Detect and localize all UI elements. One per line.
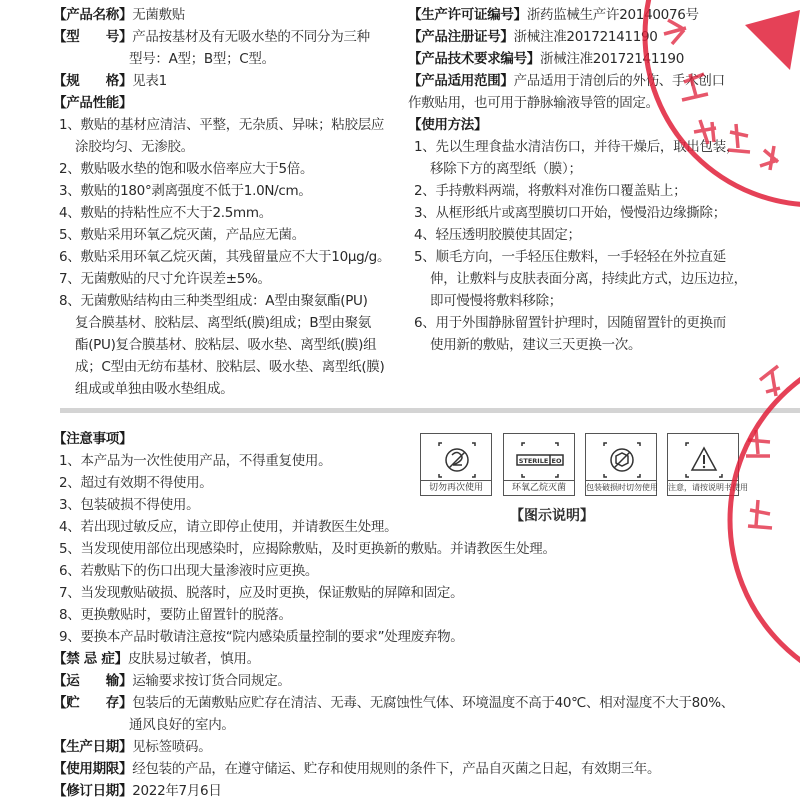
field-label: 【禁 忌 症】 — [53, 651, 128, 667]
field-value: 皮肤易过敏者，慎用。 — [127, 651, 260, 667]
field-label: 【贮 存】 — [53, 695, 133, 711]
list-item: 6、若敷贴下的伤口出现大量渗液时应更换。 — [59, 563, 319, 579]
symbol-legend-title: 【图示说明】 — [510, 508, 594, 524]
continuation-line: 涂胶均匀、无渗胶。 — [75, 139, 194, 155]
list-item: 5、敷贴采用环氧乙烷灭菌，产品应无菌。 — [59, 227, 305, 243]
field-label: 【修订日期】 — [53, 783, 133, 799]
field-label: 【型 号】 — [53, 29, 133, 45]
field-value: 无菌敷贴 — [132, 7, 186, 23]
list-item: 9、要换本产品时敬请注意按“院内感染质量控制的要求”处理废弃物。 — [59, 629, 464, 645]
continuation-line: 使用新的敷贴，建议三天更换一次。 — [430, 337, 642, 353]
field-row — [53, 26, 403, 48]
list-item: 4、若出现过敏反应，请立即停止使用，并请教医生处理。 — [59, 519, 398, 535]
list-item: 6、用于外围静脉留置针护理时，因随留置针的更换而 — [414, 315, 726, 331]
field-row — [53, 92, 403, 114]
list-item: 7、当发现敷贴破损、脱落时，应及时更换，保证敷贴的屏障和固定。 — [59, 585, 464, 601]
field-value: 见表1 — [132, 73, 167, 89]
field-value: 浙械注准20172141190 — [540, 51, 684, 67]
field-value: 浙药监械生产许20140076号 — [526, 7, 699, 23]
field-row — [53, 692, 734, 714]
field-label: 【产品性能】 — [53, 95, 133, 111]
right-column — [408, 4, 747, 356]
field-label: 【产品适用范围】 — [408, 73, 514, 89]
continuation-line: 伸，让敷料与皮肤表面分离，持续此方式，边压边拉， — [430, 271, 747, 287]
field-row — [53, 758, 734, 780]
continuation-line: 酯(PU)复合膜基材、胶粘层、吸水垫、离型纸(膜)组 — [75, 337, 377, 353]
continuation-line: 成；C型由无纺布基材、胶粘层、吸水垫、离型纸(膜) — [75, 359, 385, 375]
continuation-line: 复合膜基材、胶粘层、离型纸(膜)组成；B型由聚氨 — [75, 315, 372, 331]
field-row — [408, 48, 747, 70]
field-row — [53, 648, 734, 670]
symbol-caution: 注意，请按说明书使用 — [667, 433, 739, 496]
field-value: 见标签喷码。 — [132, 739, 212, 755]
field-row — [408, 4, 747, 26]
list-item: 4、敷贴的持粘性应不大于2.5mm。 — [59, 205, 272, 221]
list-item: 2、敷贴吸水垫的饱和吸水倍率应大于5倍。 — [59, 161, 314, 177]
field-row — [408, 26, 747, 48]
symbol-do-not-use-if-damaged: 包装破损时切勿使用 — [585, 433, 657, 496]
do-not-use-if-damaged-icon — [586, 434, 658, 484]
field-label: 【产品技术要求编号】 — [408, 51, 540, 67]
sterile-mark: STERILE — [518, 457, 549, 465]
list-item: 1、先以生理食盐水清洁伤口，并待干燥后，取出包装， — [414, 139, 740, 155]
seal-lower-ring — [730, 345, 800, 695]
field-row — [408, 70, 747, 92]
eo-mark: EO — [551, 457, 562, 465]
field-value: 2022年7月6日 — [132, 783, 222, 799]
field-label: 【规 格】 — [53, 73, 133, 89]
symbol-sterile-eo: STERILE EO 环氧乙烷灭菌 — [503, 433, 575, 496]
seal-star — [745, 10, 800, 70]
sterile-eo-icon — [504, 434, 576, 484]
field-value: 包装后的无菌敷贴应贮存在清洁、无毒、无腐蚀性气体、环境温度不高于40℃、相对湿度不大于80%、 — [132, 695, 734, 711]
left-column — [53, 4, 403, 400]
list-item: 4、轻压透明胶膜使其固定； — [414, 227, 581, 243]
field-row — [53, 70, 403, 92]
list-item: 2、超过有效期不得使用。 — [59, 475, 213, 491]
field-label: 【使用期限】 — [53, 761, 133, 777]
list-item: 1、本产品为一次性使用产品，不得重复使用。 — [59, 453, 332, 469]
field-row — [53, 670, 734, 692]
field-row — [53, 780, 734, 802]
list-item: 5、顺毛方向，一手轻压住敷料，一手轻轻在外拉直延 — [414, 249, 726, 265]
field-label: 【运 输】 — [53, 673, 133, 689]
list-item: 8、无菌敷贴结构由三种类型组成：A型由聚氨酯(PU) — [59, 293, 368, 309]
list-item: 3、从框形纸片或离型膜切口开始，慢慢沿边缘撕除； — [414, 205, 726, 221]
field-value: 运输要求按订货合同规定。 — [132, 673, 291, 689]
list-item: 3、敷贴的180°剥离强度不低于1.0N/cm。 — [59, 183, 312, 199]
field-value: 浙械注准20172141190 — [513, 29, 658, 45]
list-item: 2、手持敷料两端，将敷料对准伤口覆盖贴上； — [414, 183, 687, 199]
continuation-line: 即可慢慢将敷料移除； — [430, 293, 562, 309]
continuation-line: 型号：A型；B型；C型。 — [129, 51, 275, 67]
list-item: 8、更换敷贴时，要防止留置针的脱落。 — [59, 607, 292, 623]
symbol-do-not-reuse: 切勿再次使用 — [420, 433, 492, 496]
field-label: 【注意事项】 — [53, 431, 133, 447]
caution-icon — [668, 434, 740, 484]
continuation-line: 通风良好的室内。 — [129, 717, 235, 733]
field-label: 【生产许可证编号】 — [408, 7, 527, 23]
list-item: 6、敷贴采用环氧乙烷灭菌，其残留量应不大于10μg/g。 — [59, 249, 391, 265]
field-label: 【使用方法】 — [408, 117, 488, 133]
list-item: 5、当发现使用部位出现感染时，应揭除敷贴，及时更换新的敷贴。并请教医生处理。 — [59, 541, 556, 557]
field-row — [53, 4, 403, 26]
list-item: 7、无菌敷贴的尺寸允许误差±5%。 — [59, 271, 271, 287]
field-value: 产品适用于清创后的外伤、手术创口 — [513, 73, 725, 89]
field-label: 【产品名称】 — [53, 7, 133, 23]
do-not-reuse-icon — [421, 434, 493, 484]
field-label: 【产品注册证号】 — [408, 29, 514, 45]
field-row — [53, 736, 734, 758]
list-item: 3、包装破损不得使用。 — [59, 497, 200, 513]
continuation-line: 移除下方的离型纸（膜）； — [430, 161, 582, 177]
field-value: 产品按基材及有无吸水垫的不同分为三种 — [132, 29, 370, 45]
continuation-line: 作敷贴用，也可用于静脉输液导管的固定。 — [408, 95, 659, 111]
field-value: 经包装的产品，在遵守储运、贮存和使用规则的条件下，产品自灭菌之日起，有效期三年。 — [132, 761, 661, 777]
section-divider — [60, 408, 800, 413]
field-row — [408, 114, 747, 136]
field-label: 【生产日期】 — [53, 739, 133, 755]
list-item: 1、敷贴的基材应清洁、平整，无杂质、异味；粘胶层应 — [59, 117, 385, 133]
continuation-line: 组成或单独由吸水垫组成。 — [75, 381, 234, 397]
